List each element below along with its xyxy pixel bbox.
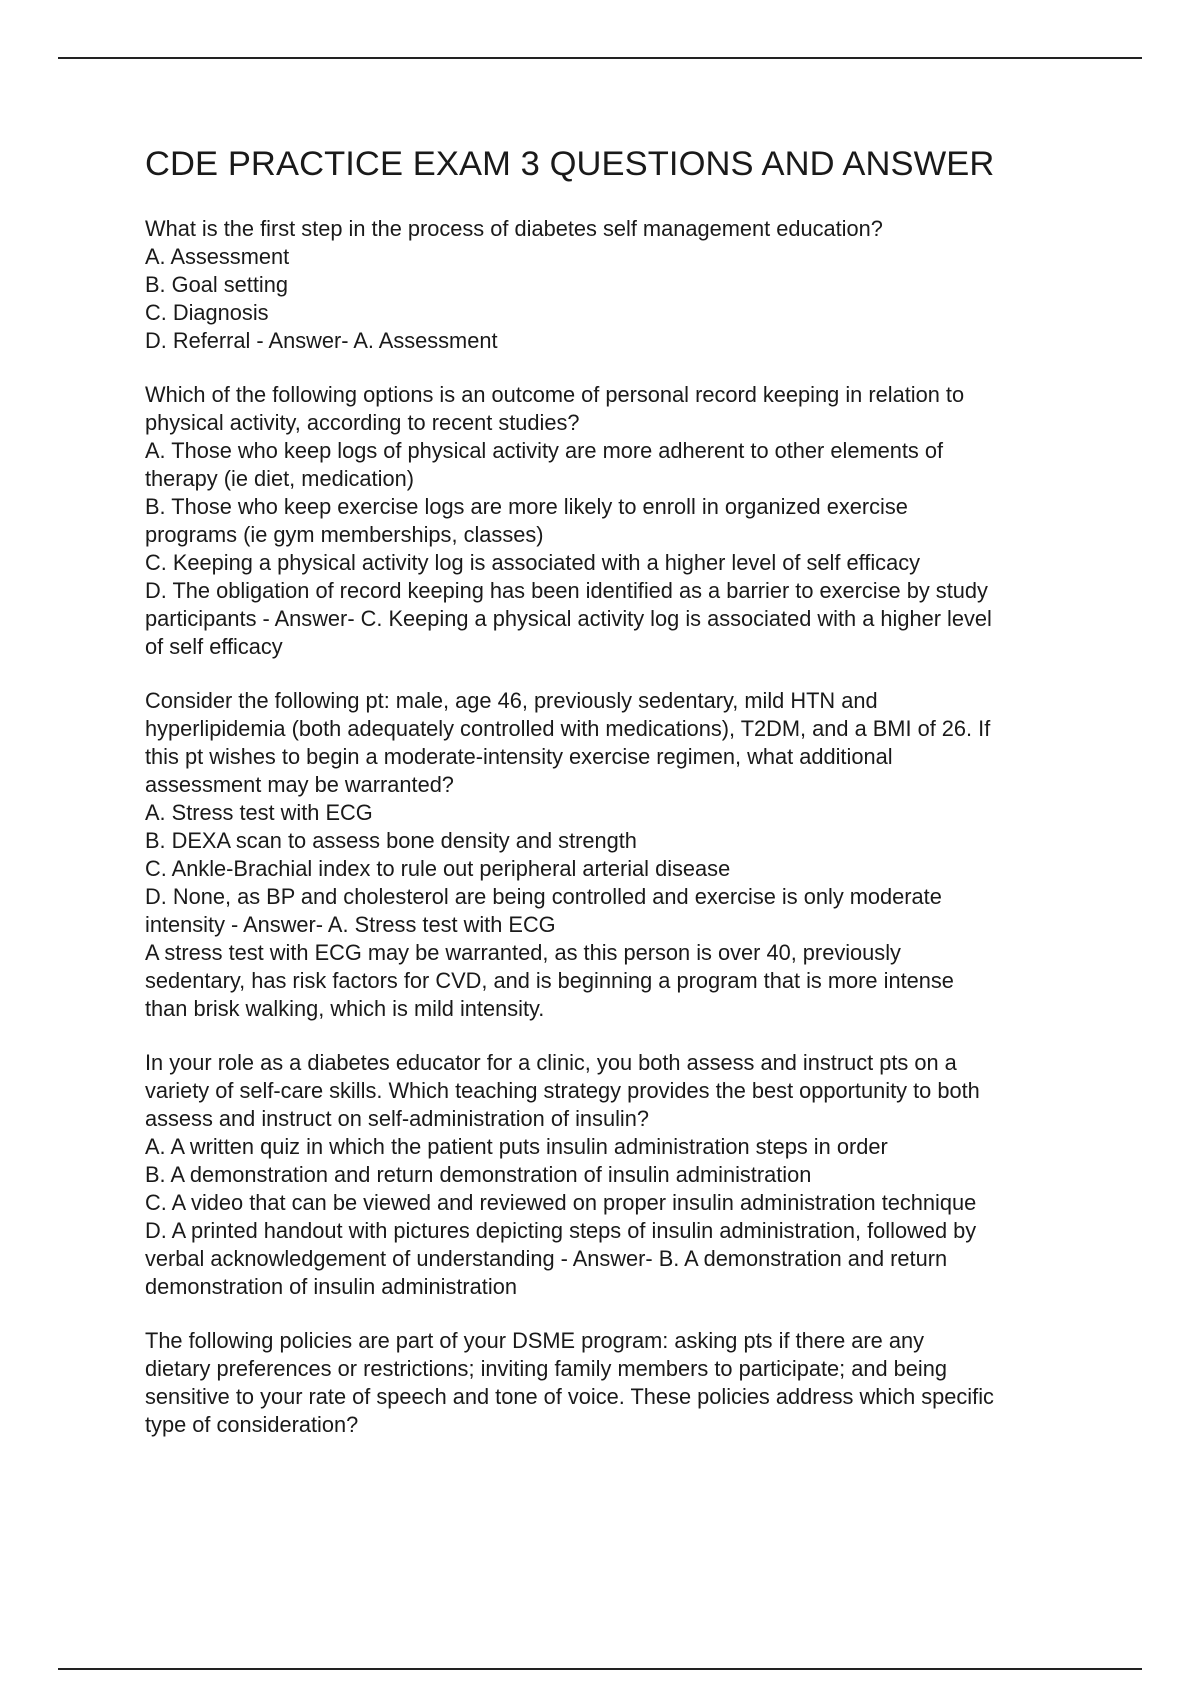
answer-option: D. Referral - Answer- A. Assessment [145,328,498,353]
answer-option: of self efficacy [145,634,283,659]
question-text: assessment may be warranted? [145,772,454,797]
question-text: physical activity, according to recent studies? [145,410,580,435]
question-block-3 [145,687,1095,1023]
answer-option: D. A printed handout with pictures depicting steps of insulin administration, followed by [145,1218,977,1243]
answer-option: D. None, as BP and cholesterol are being controlled and exercise is only moderate [145,884,942,909]
question-text: assess and instruct on self-administration of insulin? [145,1106,649,1131]
answer-option: B. A demonstration and return demonstration of insulin administration [145,1162,812,1187]
answer-option: A. Assessment [145,244,290,269]
question-text: this pt wishes to begin a moderate-intensity exercise regimen, what additional [145,744,893,769]
explanation-text: than brisk walking, which is mild intensity. [145,996,545,1021]
answer-option: A. Stress test with ECG [145,800,373,825]
question-text: hyperlipidemia (both adequately controlled with medications), T2DM, and a BMI of 26. If [145,716,991,741]
question-text: In your role as a diabetes educator for a clinic, you both assess and instruct pts on a [145,1050,957,1075]
answer-option: A. A written quiz in which the patient puts insulin administration steps in order [145,1134,888,1159]
document-body [145,140,1095,1465]
answer-option: intensity - Answer- A. Stress test with ECG [145,912,556,937]
question-text: type of consideration? [145,1412,359,1437]
answer-option: B. Goal setting [145,272,288,297]
answer-option: D. The obligation of record keeping has been identified as a barrier to exercise by study [145,578,988,603]
answer-option: C. A video that can be viewed and reviewed on proper insulin administration technique [145,1190,977,1215]
explanation-text: A stress test with ECG may be warranted, as this person is over 40, previously [145,940,901,965]
question-text: Consider the following pt: male, age 46, previously sedentary, mild HTN and [145,688,878,713]
question-text: What is the first step in the process of diabetes self management education? [145,216,883,241]
question-text: Which of the following options is an outcome of personal record keeping in relation to [145,382,965,407]
question-block-1 [145,215,1095,355]
explanation-text: sedentary, has risk factors for CVD, and is beginning a program that is more intense [145,968,954,993]
question-text: The following policies are part of your DSME program: asking pts if there are any [145,1328,924,1353]
page-title: CDE PRACTICE EXAM 3 QUESTIONS AND ANSWER [145,145,995,183]
answer-option: therapy (ie diet, medication) [145,466,414,491]
question-block-4 [145,1049,1095,1301]
answer-option: A. Those who keep logs of physical activity are more adherent to other elements of [145,438,944,463]
answer-option: demonstration of insulin administration [145,1274,517,1299]
answer-option: participants - Answer- C. Keeping a physical activity log is associated with a higher level [145,606,992,631]
answer-option: C. Ankle-Brachial index to rule out peripheral arterial disease [145,856,731,881]
answer-option: C. Diagnosis [145,300,269,325]
question-block-2 [145,381,1095,661]
answer-option: B. Those who keep exercise logs are more likely to enroll in organized exercise [145,494,908,519]
question-text: sensitive to your rate of speech and tone of voice. These policies address which specific [145,1384,994,1409]
question-text: variety of self-care skills. Which teaching strategy provides the best opportunity to both [145,1078,980,1103]
question-text: dietary preferences or restrictions; inviting family members to participate; and being [145,1356,948,1381]
bottom-divider [58,1668,1142,1670]
answer-option: C. Keeping a physical activity log is associated with a higher level of self efficacy [145,550,920,575]
answer-option: B. DEXA scan to assess bone density and strength [145,828,637,853]
answer-option: programs (ie gym memberships, classes) [145,522,544,547]
top-divider [58,57,1142,59]
question-block-5 [145,1327,1095,1439]
answer-option: verbal acknowledgement of understanding - Answer- B. A demonstration and return [145,1246,948,1271]
